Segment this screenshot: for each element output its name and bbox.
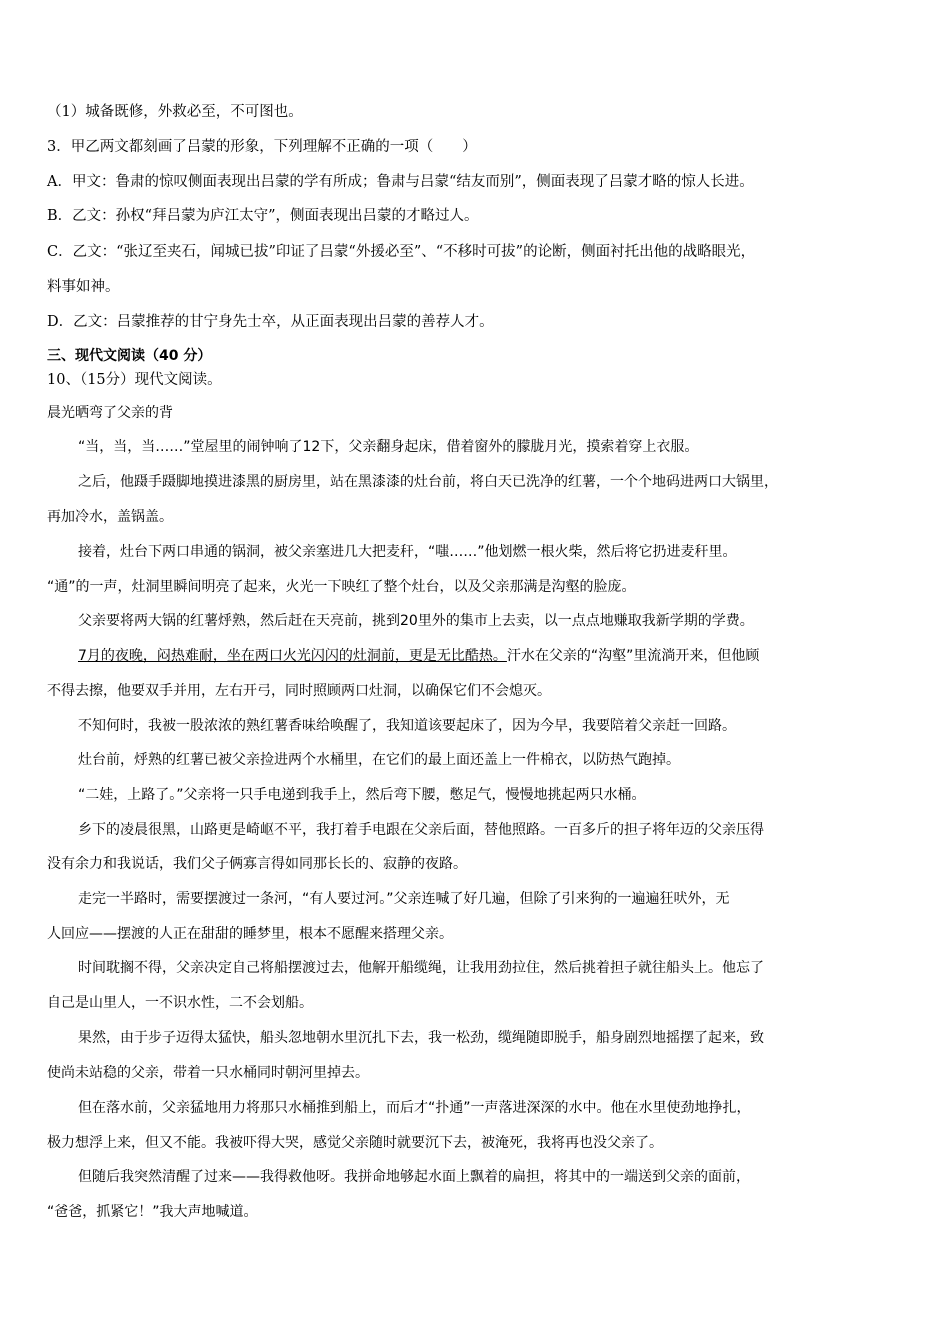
story-line: 没有余力和我说话，我们父子俩寡言得如同那长长的、寂静的夜路。 bbox=[47, 856, 467, 872]
option-d: D．乙文：吕蒙推荐的甘宁身先士卒，从正面表现出吕蒙的善荐人才。 bbox=[47, 314, 494, 330]
question-3-stem: 3．甲乙两文都刻画了吕蒙的形象，下列理解不正确的一项（ ） bbox=[47, 139, 477, 155]
sentence-continuation: 汗水在父亲的“沟壑”里流淌开来，但他顾 bbox=[506, 648, 760, 664]
underlined-sentence: 7月的夜晚，闷热难耐，坐在两口火光闪闪的灶洞前，更是无比酷热。 bbox=[78, 648, 507, 664]
story-paragraph: “当，当，当……”堂屋里的闹钟响了12下，父亲翻身起床，借着窗外的朦胧月光，摸索着穿上衣服。 bbox=[78, 439, 699, 455]
story-paragraph: 不知何时，我被一股浓浓的熟红薯香味给唤醒了，我知道该要起床了，因为今早，我要陪着父亲赶一回路。 bbox=[78, 718, 736, 734]
story-line: 人回应——摆渡的人正在甜甜的睡梦里，根本不愿醒来搭理父亲。 bbox=[47, 926, 453, 942]
story-paragraph: 灶台前，烀熟的红薯已被父亲捡进两个水桶里，在它们的最上面还盖上一件棉衣，以防热气跑掉。 bbox=[78, 752, 680, 768]
story-paragraph: 走完一半路时，需要摆渡过一条河，“有人要过河。”父亲连喊了好几遍，但除了引来狗的一遍遍狂吠外，无 bbox=[78, 891, 730, 907]
question-10-heading: 10、（15分）现代文阅读。 bbox=[47, 372, 222, 388]
story-paragraph: 父亲要将两大锅的红薯烀熟，然后赶在天亮前，挑到20里外的集市上去卖，以一点点地赚取我新学期的学费。 bbox=[78, 613, 754, 629]
story-paragraph: 接着，灶台下两口串通的锅洞，被父亲塞进几大把麦秆，“嗤……”他划燃一根火柴，然后将它扔进麦秆里。 bbox=[78, 544, 737, 560]
story-paragraph: 但在落水前，父亲猛地用力将那只水桶推到船上，而后才“扑通”一声落进深深的水中。他在水里使劲地挣扎， bbox=[78, 1100, 751, 1116]
story-line: 再加冷水，盖锅盖。 bbox=[47, 509, 173, 525]
story-title: 晨光晒弯了父亲的背 bbox=[47, 405, 173, 421]
option-c-continued: 料事如神。 bbox=[47, 279, 120, 295]
section-heading: 三、现代文阅读（40 分） bbox=[47, 348, 212, 364]
option-b: B．乙文：孙权“拜吕蒙为庐江太守”，侧面表现出吕蒙的才略过人。 bbox=[47, 208, 479, 224]
story-line: 极力想浮上来，但又不能。我被吓得大哭，感觉父亲随时就要沉下去，被淹死，我将再也没父亲了。 bbox=[47, 1135, 663, 1151]
story-paragraph-underlined bbox=[78, 646, 759, 666]
story-paragraph: 之后，他蹑手蹑脚地摸进漆黑的厨房里，站在黑漆漆的灶台前，将白天已洗净的红薯，一个个地码进两口大锅里， bbox=[78, 474, 778, 490]
story-line: “通”的一声，灶洞里瞬间明亮了起来，火光一下映红了整个灶台，以及父亲那满是沟壑的脸庞。 bbox=[47, 579, 636, 595]
story-line: “爸爸，抓紧它！”我大声地喊道。 bbox=[47, 1204, 258, 1220]
story-paragraph: 但随后我突然清醒了过来——我得救他呀。我拼命地够起水面上飘着的扁担，将其中的一端送到父亲的面前， bbox=[78, 1169, 750, 1185]
story-paragraph: “二娃，上路了。”父亲将一只手电递到我手上，然后弯下腰，憋足气，慢慢地挑起两只水桶。 bbox=[78, 787, 646, 803]
option-a: A．甲文：鲁肃的惊叹侧面表现出吕蒙的学有所成；鲁肃与吕蒙“结友而别”，侧面表现了吕蒙才略的惊人长进。 bbox=[47, 174, 754, 190]
story-paragraph: 果然，由于步子迈得太猛快，船头忽地朝水里沉扎下去，我一松劲，缆绳随即脱手，船身剧烈地摇摆了起来，致 bbox=[78, 1030, 764, 1046]
story-line: 自己是山里人，一不识水性，二不会划船。 bbox=[47, 995, 313, 1011]
answer-line: （1）城备既修，外救必至，不可图也。 bbox=[47, 104, 303, 120]
story-paragraph: 时间耽搁不得，父亲决定自己将船摆渡过去，他解开船缆绳，让我用劲拉住，然后挑着担子就往船头上。他忘了 bbox=[78, 960, 764, 976]
story-line: 使尚未站稳的父亲，带着一只水桶同时朝河里掉去。 bbox=[47, 1065, 369, 1081]
option-c: C．乙文：“张辽至夹石，闻城已拔”印证了吕蒙“外援必至”、“不移时可拔”的论断，侧面衬托出他的战略眼光， bbox=[47, 244, 756, 260]
story-line: 不得去擦，他要双手并用，左右开弓，同时照顾两口灶洞，以确保它们不会熄灭。 bbox=[47, 683, 551, 699]
story-paragraph: 乡下的凌晨很黑，山路更是崎岖不平，我打着手电跟在父亲后面，替他照路。一百多斤的担子将年迈的父亲压得 bbox=[78, 822, 764, 838]
